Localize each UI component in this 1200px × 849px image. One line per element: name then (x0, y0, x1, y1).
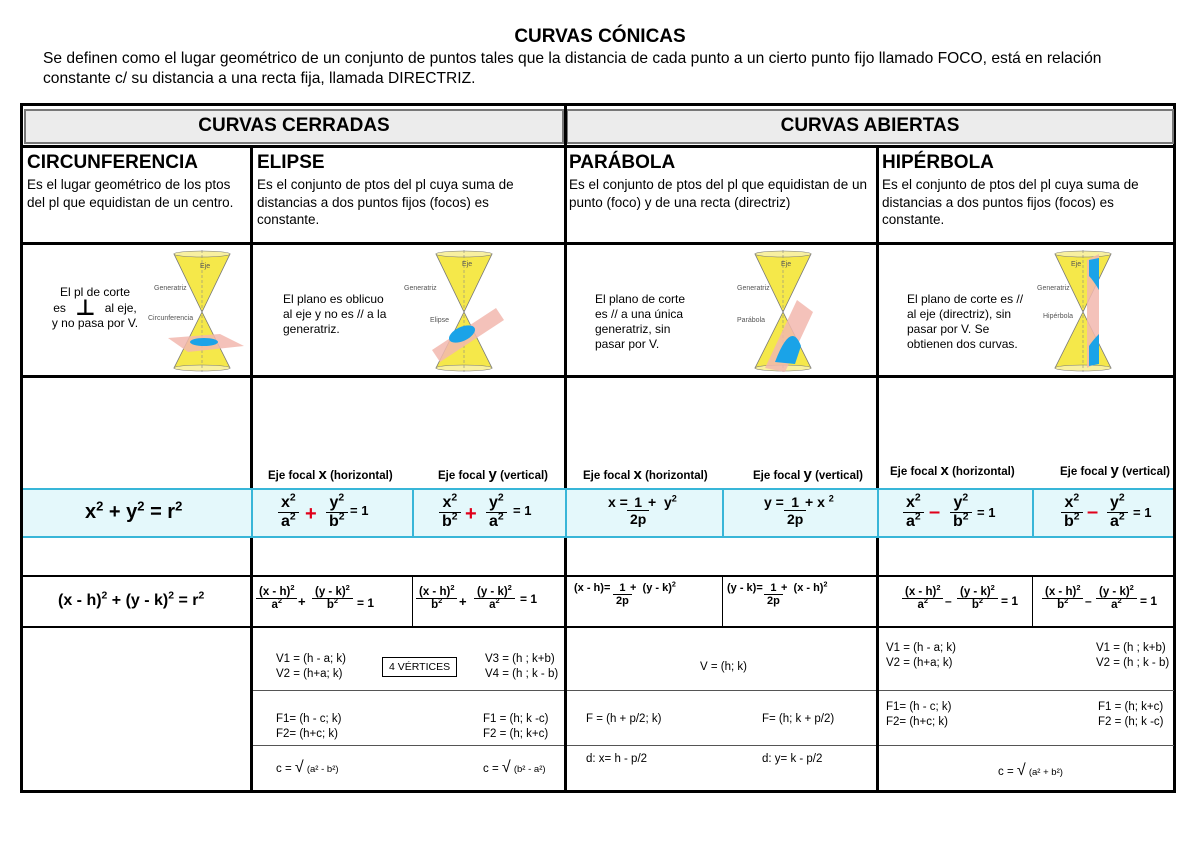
minus-sign: – (1087, 501, 1099, 523)
var: a (917, 599, 924, 611)
exp: 2 (923, 596, 929, 606)
term: (x - h) (905, 586, 937, 598)
exp: 2 (1129, 583, 1134, 593)
band-separator (1032, 488, 1034, 538)
vertex: V1 = (h - a; k) (276, 653, 346, 665)
parabola-v-rhs: + x $^2$ (805, 493, 834, 510)
exp: 2 (495, 596, 500, 606)
term: (y - k) (960, 586, 991, 598)
section-label: Hipérbola (1043, 313, 1073, 320)
numerator: 1 (627, 494, 649, 511)
term: (x - h) (259, 586, 291, 598)
vertex: V2 = (h+a; k) (276, 668, 343, 680)
exp: 2 (1117, 596, 1122, 606)
intro-text: Se definen como el lugar geométrico de un conjunto de puntos tales que la distancia de cada punto a un cierto punto fijo llamado FOCO, está en relación constante c/ su distancia a una recta fija, llamada DIRECTRIZ. (43, 50, 1102, 87)
parabola-h-general-lhs: (x - h)= (574, 582, 611, 594)
band-separator (412, 488, 414, 538)
generatrix-label: Generatriz (404, 285, 437, 292)
axis-var: y (1110, 462, 1119, 479)
circle-note-line: es (53, 301, 66, 315)
parabola-name: PARÁBOLA (569, 152, 676, 173)
standard-equations-band (23, 488, 1173, 538)
exp: 2 (289, 511, 296, 523)
ellipse-h-term-x (278, 494, 299, 531)
generatrix-label: Generatriz (1037, 285, 1070, 292)
grid-line (22, 626, 1174, 628)
exp: 2 (990, 583, 995, 593)
plus-sign: + (305, 503, 317, 525)
band-separator (565, 488, 567, 538)
circle-note-line: y no pasa por V. (51, 316, 139, 330)
numerator: 1 (784, 494, 806, 511)
numerator: 1 (764, 582, 783, 595)
axis-var: y (803, 466, 812, 483)
parabola-directrix-vertical: d: y= k - p/2 (762, 753, 823, 765)
var: a (906, 513, 915, 530)
conic-section (190, 338, 218, 346)
exp: 2 (914, 511, 921, 523)
var: b (442, 513, 452, 530)
exp: 2 (438, 596, 443, 606)
circle-note-line: El pl de corte (59, 285, 131, 299)
focus: F1= (h - c; k) (886, 701, 952, 713)
grid-line (22, 375, 1174, 378)
axis-label: Eje (462, 261, 473, 268)
section-label: Circunferencia (148, 315, 194, 322)
c-label: c = (276, 763, 292, 775)
ellipse-name: ELIPSE (257, 152, 325, 173)
parabola-directrix-horizontal: d: x= h - p/2 (586, 753, 648, 765)
ellipse-axis-vertical (438, 466, 548, 483)
hyperbola-vertices-vertical (1096, 641, 1169, 671)
c-label: c = (998, 766, 1014, 778)
parabola-focus-horizontal: F = (h + p/2; k) (586, 713, 662, 725)
circle-note (40, 285, 150, 331)
vertex: V4 = (h ; k - b) (485, 668, 559, 680)
ellipse-v-general-y (474, 583, 515, 611)
focus: F1= (h - c; k) (276, 713, 342, 725)
parabola-v-general-lhs: (y - k)= (727, 582, 763, 594)
exp: 2 (962, 492, 969, 504)
hyperbola-name: HIPÉRBOLA (882, 152, 994, 173)
vertex: V2 = (h+a; k) (886, 657, 953, 669)
sqrt-icon: √ (501, 759, 511, 776)
axis-label: Eje (781, 261, 792, 268)
axis-orientation: (vertical) (500, 470, 548, 482)
axis-orientation: (horizontal) (952, 466, 1015, 478)
equals-one: = 1 (1140, 594, 1158, 608)
equals-one: = 1 (357, 596, 375, 610)
circle-note-line: al eje, (104, 301, 137, 315)
exp: 2 (962, 511, 969, 523)
ellipse-v-term-x (439, 494, 461, 531)
var: y (1110, 494, 1119, 511)
grid-line (252, 745, 1174, 746)
var: y (953, 494, 963, 511)
axis-prefix: Eje focal (1060, 466, 1108, 478)
exp: 2 (277, 596, 283, 606)
denominator: 2p (767, 595, 780, 607)
focus: F2 = (h; k+c) (483, 728, 549, 740)
grid-line (1032, 575, 1033, 627)
c-expression: (a² - b²) (306, 764, 339, 775)
grid-line (252, 690, 1174, 691)
var: b (971, 599, 979, 611)
var: b (1064, 513, 1074, 530)
term: (y - k) (477, 586, 508, 598)
vertex: V1 = (h - a; k) (886, 642, 956, 654)
perpendicular-icon: ⊥ (75, 295, 96, 320)
ellipse-vertices-horizontal (276, 652, 346, 682)
axis-orientation: (horizontal) (645, 470, 708, 482)
grid-line (412, 575, 413, 627)
sqrt-icon: √ (1016, 762, 1026, 779)
var: b (1057, 599, 1065, 611)
circle-standard-equation: $x^2 + y^2 = r^2$ (85, 498, 183, 523)
axis-prefix: Eje focal (890, 466, 938, 478)
var: a (489, 513, 498, 530)
exp: 2 (289, 492, 296, 504)
hyperbola-v-term-x (1061, 494, 1083, 531)
parabola-v-general-rhs: + (x - h)$^2$ (781, 580, 828, 594)
equals-one: = 1 (977, 505, 996, 520)
axis-var: x (633, 466, 642, 483)
vertex: V2 = (h ; k - b) (1096, 657, 1170, 669)
axis-prefix: Eje focal (753, 470, 801, 482)
var: b (326, 599, 334, 611)
exp: 2 (936, 583, 941, 593)
hyperbola-vertices-horizontal (886, 641, 956, 671)
hyperbola-h-general-y (957, 583, 998, 611)
minus-sign: – (945, 594, 952, 608)
var: a (271, 599, 278, 611)
hyperbola-h-term-y (950, 494, 972, 531)
exp: 2 (450, 583, 455, 593)
parabola-cone-illustration (735, 250, 840, 372)
denominator: 2p (630, 511, 647, 527)
focus: F2= (h+c; k) (886, 716, 948, 728)
var: y (329, 494, 339, 511)
equals-one: = 1 (520, 592, 538, 606)
term: (y - k) (1099, 586, 1130, 598)
circle-cone-illustration (148, 250, 248, 372)
grid-line (22, 242, 1174, 245)
equals-one: = 1 (1001, 594, 1019, 608)
parabola-axis-horizontal (583, 466, 708, 483)
numerator: 1 (613, 582, 632, 595)
vertex: V1 = (h ; k+b) (1096, 642, 1166, 654)
generatrix-label: Generatriz (737, 285, 770, 292)
group-closed-curves: CURVAS CERRADAS (24, 109, 564, 144)
grid-line (22, 145, 1174, 148)
parabola-h-general-rhs: + (y - k)$^2$ (630, 580, 676, 594)
hyperbola-c (998, 763, 1063, 780)
parabola-vertex: V = (h; k) (700, 661, 747, 673)
plus-sign: + (459, 594, 467, 609)
ellipse-h-general-y (312, 583, 353, 611)
exp: 2 (338, 492, 345, 504)
axis-var: x (318, 466, 327, 483)
var: a (1111, 599, 1118, 611)
ellipse-h-term-y (326, 494, 348, 531)
grid-line (250, 145, 253, 791)
var: x (442, 494, 452, 511)
exp: 2 (290, 583, 295, 593)
group-open-curves: CURVAS ABIERTAS (566, 109, 1174, 144)
ellipse-note: El plano es oblicuo al eje y no es // a la generatriz. (283, 292, 387, 336)
term: (y - k) (315, 586, 346, 598)
section-label: Elipse (430, 317, 450, 324)
plus-sign: + (298, 594, 306, 609)
var: b (431, 599, 439, 611)
ellipse-c-vertical (483, 760, 546, 777)
page-title: CURVAS CÓNICAS (514, 26, 686, 47)
axis-var: x (940, 462, 949, 479)
exp: 2 (451, 511, 458, 523)
axis-orientation: (horizontal) (330, 470, 393, 482)
four-vertices-badge: 4 VÉRTICES (382, 657, 457, 677)
parabola-axis-vertical (753, 466, 863, 483)
hyperbola-axis-vertical (1060, 462, 1170, 479)
plus-sign: + (465, 503, 477, 525)
parabola-h-rhs: + $y^2$ (648, 493, 677, 510)
band-separator (251, 488, 253, 538)
parabola-h-lhs: x = (608, 494, 628, 510)
equals-one: = 1 (513, 503, 532, 518)
parabola-v-frac (784, 494, 806, 527)
axis-var: y (488, 466, 497, 483)
exp: 2 (507, 583, 512, 593)
circle-definition: Es el lugar geométrico de los ptos del pl que equidistan de un centro. (27, 177, 234, 210)
var: a (489, 599, 496, 611)
hyperbola-v-general-x (1042, 583, 1083, 611)
exp: 2 (497, 511, 504, 523)
parabola-definition: Es el conjunto de ptos del pl que equidistan de un punto (foco) y de una recta (directriz) (569, 177, 867, 210)
var: y (489, 494, 498, 511)
focus: F1 = (h; k -c) (483, 713, 549, 725)
parabola-focus-vertical: F= (h; k + p/2) (762, 713, 835, 725)
ellipse-v-term-y (486, 494, 507, 531)
hyperbola-cone-illustration (1035, 250, 1140, 372)
ellipse-h-general-x (256, 583, 297, 611)
var: x (906, 494, 915, 511)
exp: 2 (451, 492, 458, 504)
denominator: 2p (616, 595, 629, 607)
focus: F2 = (h; k -c) (1098, 716, 1164, 728)
exp: 2 (1118, 511, 1125, 523)
hyperbola-note: El plano de corte es // al eje (directriz), sin pasar por V. Se obtienen dos curvas. (907, 292, 1024, 351)
circle-name: CIRCUNFERENCIA (27, 152, 198, 173)
exp: 2 (914, 492, 921, 504)
exp: 2 (345, 583, 350, 593)
exp: 2 (338, 511, 345, 523)
exp: 2 (978, 596, 983, 606)
ellipse-c-horizontal (276, 760, 339, 777)
axis-prefix: Eje focal (268, 470, 316, 482)
ellipse-v-general-x (416, 583, 457, 611)
axis-prefix: Eje focal (438, 470, 486, 482)
var: a (281, 513, 290, 530)
hyperbola-axis-horizontal (890, 462, 1015, 479)
hyperbola-foci-horizontal (886, 700, 952, 730)
ellipse-foci-vertical (483, 712, 549, 742)
generatrix-label: Generatriz (154, 285, 187, 292)
exp: 2 (1118, 492, 1125, 504)
minus-sign: – (929, 501, 941, 523)
minus-sign: – (1085, 594, 1092, 608)
focus: F2= (h+c; k) (276, 728, 338, 740)
band-separator (877, 488, 879, 538)
axis-orientation: (vertical) (815, 470, 863, 482)
hyperbola-h-term-x (903, 494, 924, 531)
hyperbola-definition: Es el conjunto de ptos del pl cuya suma de distancias a dos puntos fijos (focos) es constante. (882, 177, 1139, 227)
parabola-note: El plano de corte es // a una única generatriz, sin pasar por V. (595, 292, 686, 351)
ellipse-vertices-vertical (485, 652, 558, 682)
ellipse-foci-horizontal (276, 712, 342, 742)
var: b (329, 513, 339, 530)
exp: 2 (1064, 596, 1069, 606)
grid-line (876, 145, 879, 791)
ellipse-axis-horizontal (268, 466, 393, 483)
grid-line (22, 575, 1174, 577)
section-label: Parábola (737, 317, 766, 324)
exp: 2 (333, 596, 338, 606)
axis-orientation: (vertical) (1122, 466, 1170, 478)
hyperbola-h-general-x (902, 583, 943, 611)
band-separator (722, 488, 724, 538)
parabola-h-frac (627, 494, 649, 527)
ellipse-definition: Es el conjunto de ptos del pl cuya suma de distancias a dos puntos fijos (focos) es constante. (257, 177, 514, 227)
var: x (281, 494, 290, 511)
hyperbola-v-general-y (1096, 583, 1137, 611)
hyperbola-v-term-y (1107, 494, 1128, 531)
var: a (1110, 513, 1119, 530)
exp: 2 (1073, 492, 1080, 504)
circle-general-equation: $(x - h)^2 + (y - k)^2 = r^2$ (58, 590, 205, 609)
exp: 2 (1076, 583, 1081, 593)
exp: 2 (497, 492, 504, 504)
parabola-v-lhs: y = (764, 494, 784, 510)
focus: F1 = (h; k+c) (1098, 701, 1164, 713)
c-label: c = (483, 763, 499, 775)
equals-one: = 1 (350, 503, 369, 518)
term: (x - h) (1045, 586, 1077, 598)
axis-label: Eje (1071, 261, 1082, 268)
vertex: V3 = (h ; k+b) (485, 653, 555, 665)
ellipse-cone-illustration (400, 250, 505, 372)
c-expression: (b² - a²) (513, 764, 546, 775)
axis-label: Eje (200, 263, 211, 270)
sqrt-icon: √ (294, 759, 304, 776)
equals-one: = 1 (1133, 505, 1152, 520)
var: x (1064, 494, 1074, 511)
term: (x - h) (419, 586, 451, 598)
denominator: 2p (787, 511, 804, 527)
axis-prefix: Eje focal (583, 470, 631, 482)
grid-line (722, 575, 723, 627)
grid-line (564, 106, 567, 791)
hyperbola-foci-vertical (1098, 700, 1164, 730)
exp: 2 (1073, 511, 1080, 523)
var: b (953, 513, 963, 530)
c-expression: (a² + b²) (1028, 767, 1063, 778)
